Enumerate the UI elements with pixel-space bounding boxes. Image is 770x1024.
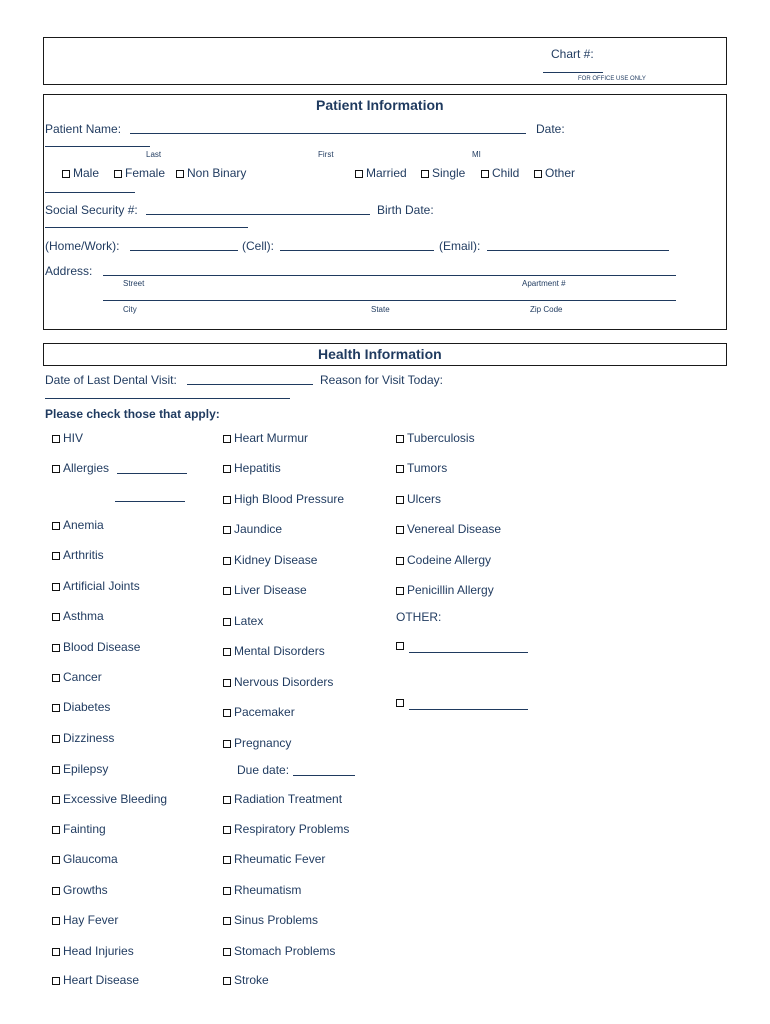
checkbox-icon xyxy=(52,948,60,956)
state-caption: State xyxy=(371,305,390,314)
checkbox-icon xyxy=(52,613,60,621)
health-info-title: Health Information xyxy=(318,346,442,362)
condition-kidney-disease-checkbox[interactable]: Kidney Disease xyxy=(223,554,317,566)
allergies-detail-field[interactable] xyxy=(117,473,187,474)
other-checkbox-2[interactable] xyxy=(396,696,407,708)
other-field-2[interactable] xyxy=(409,709,528,710)
condition-allergies-checkbox[interactable]: Allergies xyxy=(52,462,109,474)
street-caption: Street xyxy=(123,279,145,288)
gender-male-checkbox[interactable]: Male xyxy=(62,167,99,179)
ssn-label: Social Security #: xyxy=(45,203,138,217)
condition-blood-disease-checkbox[interactable]: Blood Disease xyxy=(52,641,140,653)
checkbox-icon xyxy=(52,856,60,864)
home-work-phone-field[interactable] xyxy=(130,250,238,251)
chart-number-label: Chart #: xyxy=(551,47,594,61)
street-field[interactable] xyxy=(103,275,676,276)
checkbox-icon xyxy=(396,587,404,595)
birth-date-field[interactable] xyxy=(45,227,248,228)
condition-jaundice-checkbox[interactable]: Jaundice xyxy=(223,523,282,535)
allergies-detail-field-2[interactable] xyxy=(115,501,185,502)
condition-rheumatic-fever-checkbox[interactable]: Rheumatic Fever xyxy=(223,853,325,865)
checkbox-icon xyxy=(223,917,231,925)
zip-caption: Zip Code xyxy=(530,305,563,314)
condition-dizziness-checkbox[interactable]: Dizziness xyxy=(52,732,114,744)
other-field-1[interactable] xyxy=(409,652,528,653)
condition-mental-disorders-checkbox[interactable]: Mental Disorders xyxy=(223,645,325,657)
condition-growths-checkbox[interactable]: Growths xyxy=(52,884,108,896)
last-visit-label: Date of Last Dental Visit: xyxy=(45,373,177,387)
checkbox-icon xyxy=(396,642,404,650)
email-field[interactable] xyxy=(487,250,669,251)
checkbox-icon xyxy=(52,465,60,473)
condition-radiation-treatment-checkbox[interactable]: Radiation Treatment xyxy=(223,793,342,805)
checkbox-icon xyxy=(52,826,60,834)
reason-label: Reason for Visit Today: xyxy=(320,373,443,387)
condition-penicillin-allergy-checkbox[interactable]: Penicillin Allergy xyxy=(396,584,494,596)
condition-anemia-checkbox[interactable]: Anemia xyxy=(52,519,104,531)
checkbox-icon xyxy=(223,679,231,687)
date-field[interactable] xyxy=(45,146,150,147)
birth-date-label: Birth Date: xyxy=(377,203,434,217)
condition-asthma-checkbox[interactable]: Asthma xyxy=(52,610,104,622)
apartment-caption: Apartment # xyxy=(522,279,566,288)
condition-artificial-joints-checkbox[interactable]: Artificial Joints xyxy=(52,580,140,592)
condition-head-injuries-checkbox[interactable]: Head Injuries xyxy=(52,945,134,957)
condition-nervous-disorders-checkbox[interactable]: Nervous Disorders xyxy=(223,676,333,688)
condition-arthritis-checkbox[interactable]: Arthritis xyxy=(52,549,104,561)
checkbox-icon xyxy=(534,170,542,178)
condition-pacemaker-checkbox[interactable]: Pacemaker xyxy=(223,706,295,718)
patient-name-field[interactable] xyxy=(130,133,526,134)
checkbox-icon xyxy=(52,644,60,652)
checkbox-icon xyxy=(52,917,60,925)
checkbox-icon xyxy=(223,435,231,443)
reason-field[interactable] xyxy=(45,398,290,399)
condition-fainting-checkbox[interactable]: Fainting xyxy=(52,823,106,835)
checkbox-icon xyxy=(176,170,184,178)
address-label: Address: xyxy=(45,264,93,278)
checkbox-icon xyxy=(223,740,231,748)
status-child-checkbox[interactable]: Child xyxy=(481,167,519,179)
checkbox-icon xyxy=(223,557,231,565)
condition-cancer-checkbox[interactable]: Cancer xyxy=(52,671,102,683)
patient-info-title: Patient Information xyxy=(316,97,444,113)
checkbox-icon xyxy=(52,735,60,743)
checkbox-icon xyxy=(223,887,231,895)
checkbox-icon xyxy=(62,170,70,178)
checkbox-icon xyxy=(223,826,231,834)
condition-venereal-disease-checkbox[interactable]: Venereal Disease xyxy=(396,523,501,535)
checkbox-icon xyxy=(421,170,429,178)
checkbox-icon xyxy=(223,709,231,717)
checkbox-icon xyxy=(223,465,231,473)
checkbox-icon xyxy=(52,766,60,774)
status-single-checkbox[interactable]: Single xyxy=(421,167,465,179)
checkbox-icon xyxy=(223,977,231,985)
condition-latex-checkbox[interactable]: Latex xyxy=(223,615,263,627)
checkbox-icon xyxy=(52,552,60,560)
condition-glaucoma-checkbox[interactable]: Glaucoma xyxy=(52,853,118,865)
condition-respiratory-problems-checkbox[interactable]: Respiratory Problems xyxy=(223,823,349,835)
checkbox-icon xyxy=(52,674,60,682)
cell-phone-label: (Cell): xyxy=(242,239,274,253)
due-date-field[interactable] xyxy=(293,775,355,776)
checkbox-icon xyxy=(396,699,404,707)
city-caption: City xyxy=(123,305,137,314)
condition-ulcers-checkbox[interactable]: Ulcers xyxy=(396,493,441,505)
condition-hiv-checkbox[interactable]: HIV xyxy=(52,432,83,444)
condition-tumors-checkbox[interactable]: Tumors xyxy=(396,462,447,474)
checkbox-icon xyxy=(223,618,231,626)
condition-codeine-allergy-checkbox[interactable]: Codeine Allergy xyxy=(396,554,491,566)
condition-high-blood-pressure-checkbox[interactable]: High Blood Pressure xyxy=(223,493,344,505)
condition-stomach-problems-checkbox[interactable]: Stomach Problems xyxy=(223,945,335,957)
home-work-phone-label: (Home/Work): xyxy=(45,239,120,253)
checkbox-icon xyxy=(52,796,60,804)
last-visit-field[interactable] xyxy=(187,384,313,385)
checkbox-icon xyxy=(52,522,60,530)
chart-number-field[interactable] xyxy=(543,72,603,73)
email-label: (Email): xyxy=(439,239,481,253)
checkbox-icon xyxy=(52,704,60,712)
checkbox-icon xyxy=(223,856,231,864)
gender-nonbinary-checkbox[interactable]: Non Binary xyxy=(176,167,246,179)
checkbox-icon xyxy=(396,465,404,473)
checkbox-icon xyxy=(223,948,231,956)
checkbox-icon xyxy=(52,887,60,895)
condition-hepatitis-checkbox[interactable]: Hepatitis xyxy=(223,462,281,474)
checkbox-icon xyxy=(52,435,60,443)
due-date-label: Due date: xyxy=(237,763,290,777)
status-other-field[interactable] xyxy=(45,192,135,193)
check-instructions: Please check those that apply: xyxy=(45,407,220,421)
cell-phone-field[interactable] xyxy=(280,250,434,251)
checkbox-icon xyxy=(223,587,231,595)
condition-diabetes-checkbox[interactable]: Diabetes xyxy=(52,701,110,713)
condition-heart-murmur-checkbox[interactable]: Heart Murmur xyxy=(223,432,308,444)
checkbox-icon xyxy=(114,170,122,178)
status-other-checkbox[interactable]: Other xyxy=(534,167,575,179)
checkbox-icon xyxy=(396,435,404,443)
office-use-note: FOR OFFICE USE ONLY xyxy=(578,76,646,82)
checkbox-icon xyxy=(396,496,404,504)
condition-epilepsy-checkbox[interactable]: Epilepsy xyxy=(52,763,108,775)
condition-sinus-problems-checkbox[interactable]: Sinus Problems xyxy=(223,914,318,926)
city-state-zip-field[interactable] xyxy=(103,300,676,301)
checkbox-icon xyxy=(223,648,231,656)
checkbox-icon xyxy=(223,496,231,504)
other-label: OTHER: xyxy=(396,610,442,624)
checkbox-icon xyxy=(481,170,489,178)
condition-excessive-bleeding-checkbox[interactable]: Excessive Bleeding xyxy=(52,793,167,805)
condition-stroke-checkbox[interactable]: Stroke xyxy=(223,974,269,986)
checkbox-icon xyxy=(223,796,231,804)
patient-name-label: Patient Name: xyxy=(45,122,122,136)
checkbox-icon xyxy=(355,170,363,178)
name-mi-caption: MI xyxy=(472,150,481,159)
status-married-checkbox[interactable]: Married xyxy=(355,167,407,179)
condition-hay-fever-checkbox[interactable]: Hay Fever xyxy=(52,914,118,926)
name-last-caption: Last xyxy=(146,150,162,159)
condition-pregnancy-checkbox[interactable]: Pregnancy xyxy=(223,737,291,749)
condition-rheumatism-checkbox[interactable]: Rheumatism xyxy=(223,884,301,896)
date-label: Date: xyxy=(536,122,565,136)
condition-heart-disease-checkbox[interactable]: Heart Disease xyxy=(52,974,139,986)
checkbox-icon xyxy=(396,526,404,534)
checkbox-icon xyxy=(52,583,60,591)
checkbox-icon xyxy=(52,977,60,985)
name-first-caption: First xyxy=(318,150,334,159)
condition-liver-disease-checkbox[interactable]: Liver Disease xyxy=(223,584,307,596)
checkbox-icon xyxy=(396,557,404,565)
other-checkbox-1[interactable] xyxy=(396,639,407,651)
ssn-field[interactable] xyxy=(146,214,370,215)
gender-female-checkbox[interactable]: Female xyxy=(114,167,165,179)
condition-tuberculosis-checkbox[interactable]: Tuberculosis xyxy=(396,432,475,444)
checkbox-icon xyxy=(223,526,231,534)
